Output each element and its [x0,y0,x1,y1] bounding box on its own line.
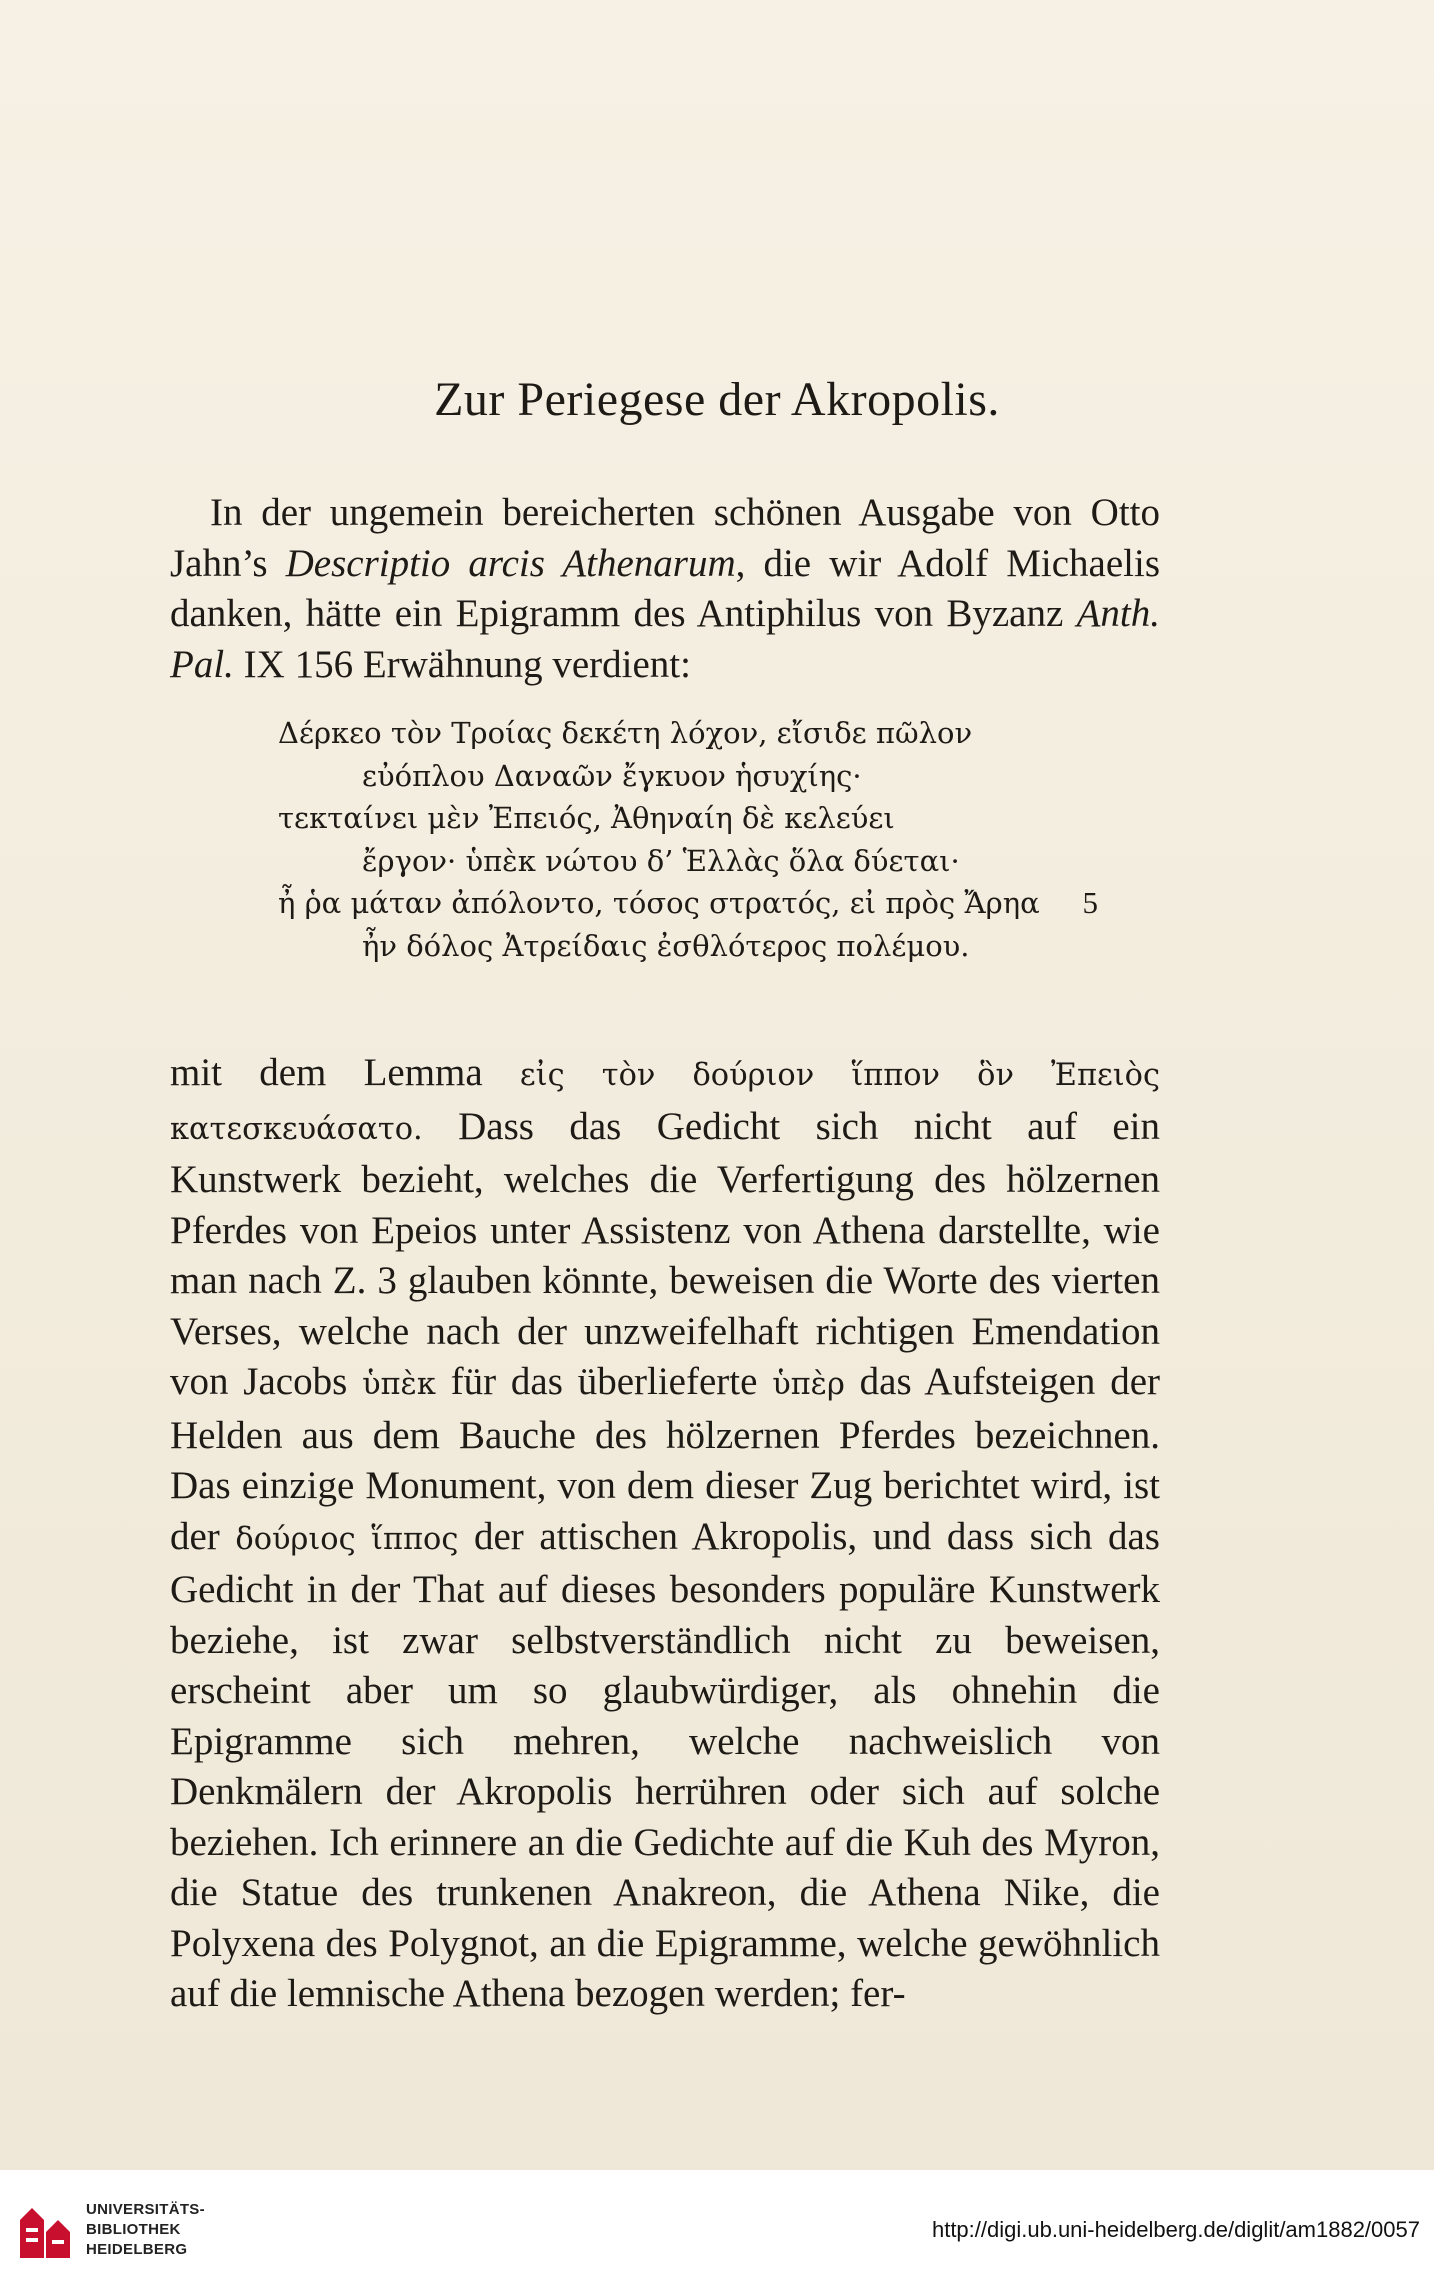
intro-italic-2: Anth. Pal. [170,592,1160,686]
intro-text-3: IX 156 Erwähnung verdient: [233,642,691,686]
library-name [86,2200,205,2260]
permalink-url[interactable]: http://digi.ub.uni-heidelberg.de/diglit/am1882/0057 [931,2217,1420,2242]
epigram-line-5-row [278,882,1138,925]
verse-line-number: 5 [1082,885,1098,920]
body-greek-lemma: εἰς τὸν δούριον ἵππον ὃν Ἐπειὸς κατεσκευάσατο. [170,1058,1160,1147]
epigram-line: ἔργον· ὑπὲκ νώτου δ’ Ἑλλὰς ὅλα δύεται· [362,843,960,878]
body-greek-2: ὑπὲκ [362,1367,436,1402]
epigram-line: ἦ ῥα μάταν ἀπόλοντο, τόσος στρατός, εἰ πρὸς Ἄρηα [278,886,1040,920]
library-line-3: HEIDELBERG [86,2241,188,2258]
article-title: Zur Periegese der Akropolis. [434,373,1000,426]
university-library-logo-icon [14,2202,76,2264]
epigram-line: εὐόπλου Δαναῶν ἔγκυον ἡσυχίης· [362,758,862,793]
body-greek-4: δούριος ἵππος [235,1521,459,1557]
body-text-3: für das überlieferte [435,1360,773,1403]
body-paragraph [170,1048,1160,2020]
footer-bar [0,2170,1434,2294]
intro-paragraph [170,488,1160,690]
intro-text-1: In der ungemein bereicherten schönen Ausgabe von Otto Jahn’s [170,491,1160,585]
body-greek-3: ὑπὲρ [772,1367,845,1402]
epigram-line: Δέρκεο τὸν Τροίας δεκέτη λόχον, εἴσιδε πῶλον [278,716,973,750]
library-line-1: UNIVERSITÄTS- [86,2201,205,2218]
epigram-line: ἦν δόλος Ἀτρείδαις ἐσθλότερος πολέμου. [362,928,970,963]
library-line-2: BIBLIOTHEK [86,2221,181,2238]
body-text-4: das Aufsteigen der Helden aus dem Bauche des hölzernen Pferdes bezeichnen. Das einzige Monument, von dem dieser Zug berichtet wird, ist der [170,1360,1160,1558]
body-text-5: der attischen Akropolis, und dass sich das Gedicht in der That auf dieses besonders populäre Kunstwerk beziehe, ist zwar selbstverständlich nicht zu beweisen, erscheint aber um so glaubwürdiger, als ohnehin die Epigramme sich mehren, welche nachweislich von Denkmälern der Akropolis herrühren oder sich auf solche beziehen. Ich erinnere an die Gedichte auf die Kuh des Myron, die Statue des trunkenen Anakreon, die Athena Nike, die Polyxena des Polygnot, an die Epigramme, welche gewöhnlich auf die lemnische Athena bezogen werden; fer- [170,1514,1160,2015]
body-text-1: mit dem Lemma [170,1051,520,1094]
intro-italic-1: Descriptio arcis Athenarum [285,541,736,585]
intro-text-2: , die wir Adolf Michaelis danken, hätte ein Epigramm des Antiphilus von Byzanz [170,541,1161,635]
epigram-block [278,712,1138,967]
epigram-line: τεκταίνει μὲν Ἐπειός, Ἀθηναίη δὲ κελεύει [278,801,895,835]
body-text-2: Dass das Gedicht sich nicht auf ein Kunstwerk bezieht, welches die Verfertigung des hölzernen Pferdes von Epeios unter Assistenz von Athena darstellte, wie man nach Z. 3 glauben könnte, beweisen die Worte des vierten Verses, welche nach der unzweifelhaft richtigen Emendation von Jacobs [170,1104,1160,1403]
